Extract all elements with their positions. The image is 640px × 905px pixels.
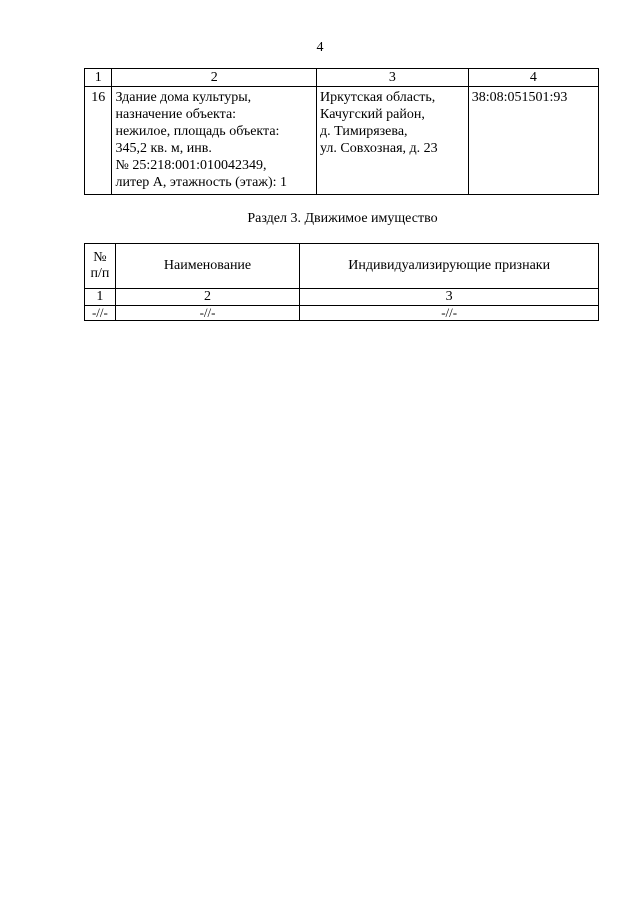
movable-property-table	[84, 243, 599, 321]
column-number-2: 2	[112, 69, 317, 87]
section-3-title: Раздел 3. Движимое имущество	[247, 211, 438, 226]
header-number	[85, 244, 116, 289]
column-number-row	[85, 289, 599, 306]
description-line: Здание дома культуры,	[115, 90, 252, 105]
cell-number: -//-	[85, 306, 116, 321]
address-line: Качугский район,	[320, 107, 425, 122]
table-row	[85, 306, 599, 321]
header-name: Наименование	[115, 244, 300, 289]
header-number-line: №	[93, 250, 107, 265]
column-number-1: 1	[85, 69, 112, 87]
object-description	[112, 87, 317, 195]
header-attributes: Индивидуализирующие признаки	[300, 244, 599, 289]
description-line: нежилое, площадь объекта:	[115, 124, 280, 139]
cell-attributes: -//-	[300, 306, 599, 321]
row-number: 16	[85, 87, 112, 195]
real-estate-table	[84, 68, 599, 195]
object-address	[317, 87, 469, 195]
address-line: ул. Совхозная, д. 23	[320, 141, 438, 156]
cadastral-number: 38:08:051501:93	[468, 87, 598, 195]
address-line: Иркутская область,	[320, 90, 436, 105]
column-number-2: 2	[115, 289, 300, 306]
header-number-line: п/п	[90, 266, 110, 281]
description-line: № 25:218:001:010042349,	[115, 158, 267, 173]
description-line: назначение объекта:	[115, 107, 237, 122]
column-number-1: 1	[85, 289, 116, 306]
address-line: д. Тимирязева,	[320, 124, 408, 139]
cell-name: -//-	[115, 306, 300, 321]
column-number-3: 3	[300, 289, 599, 306]
table-header-row	[85, 244, 599, 289]
column-number-4: 4	[468, 69, 598, 87]
page-number: 4	[316, 40, 324, 55]
description-line: литер А, этажность (этаж): 1	[115, 175, 288, 190]
column-number-row	[85, 69, 599, 87]
description-line: 345,2 кв. м, инв.	[115, 141, 212, 156]
table-row	[85, 87, 599, 195]
column-number-3: 3	[317, 69, 469, 87]
